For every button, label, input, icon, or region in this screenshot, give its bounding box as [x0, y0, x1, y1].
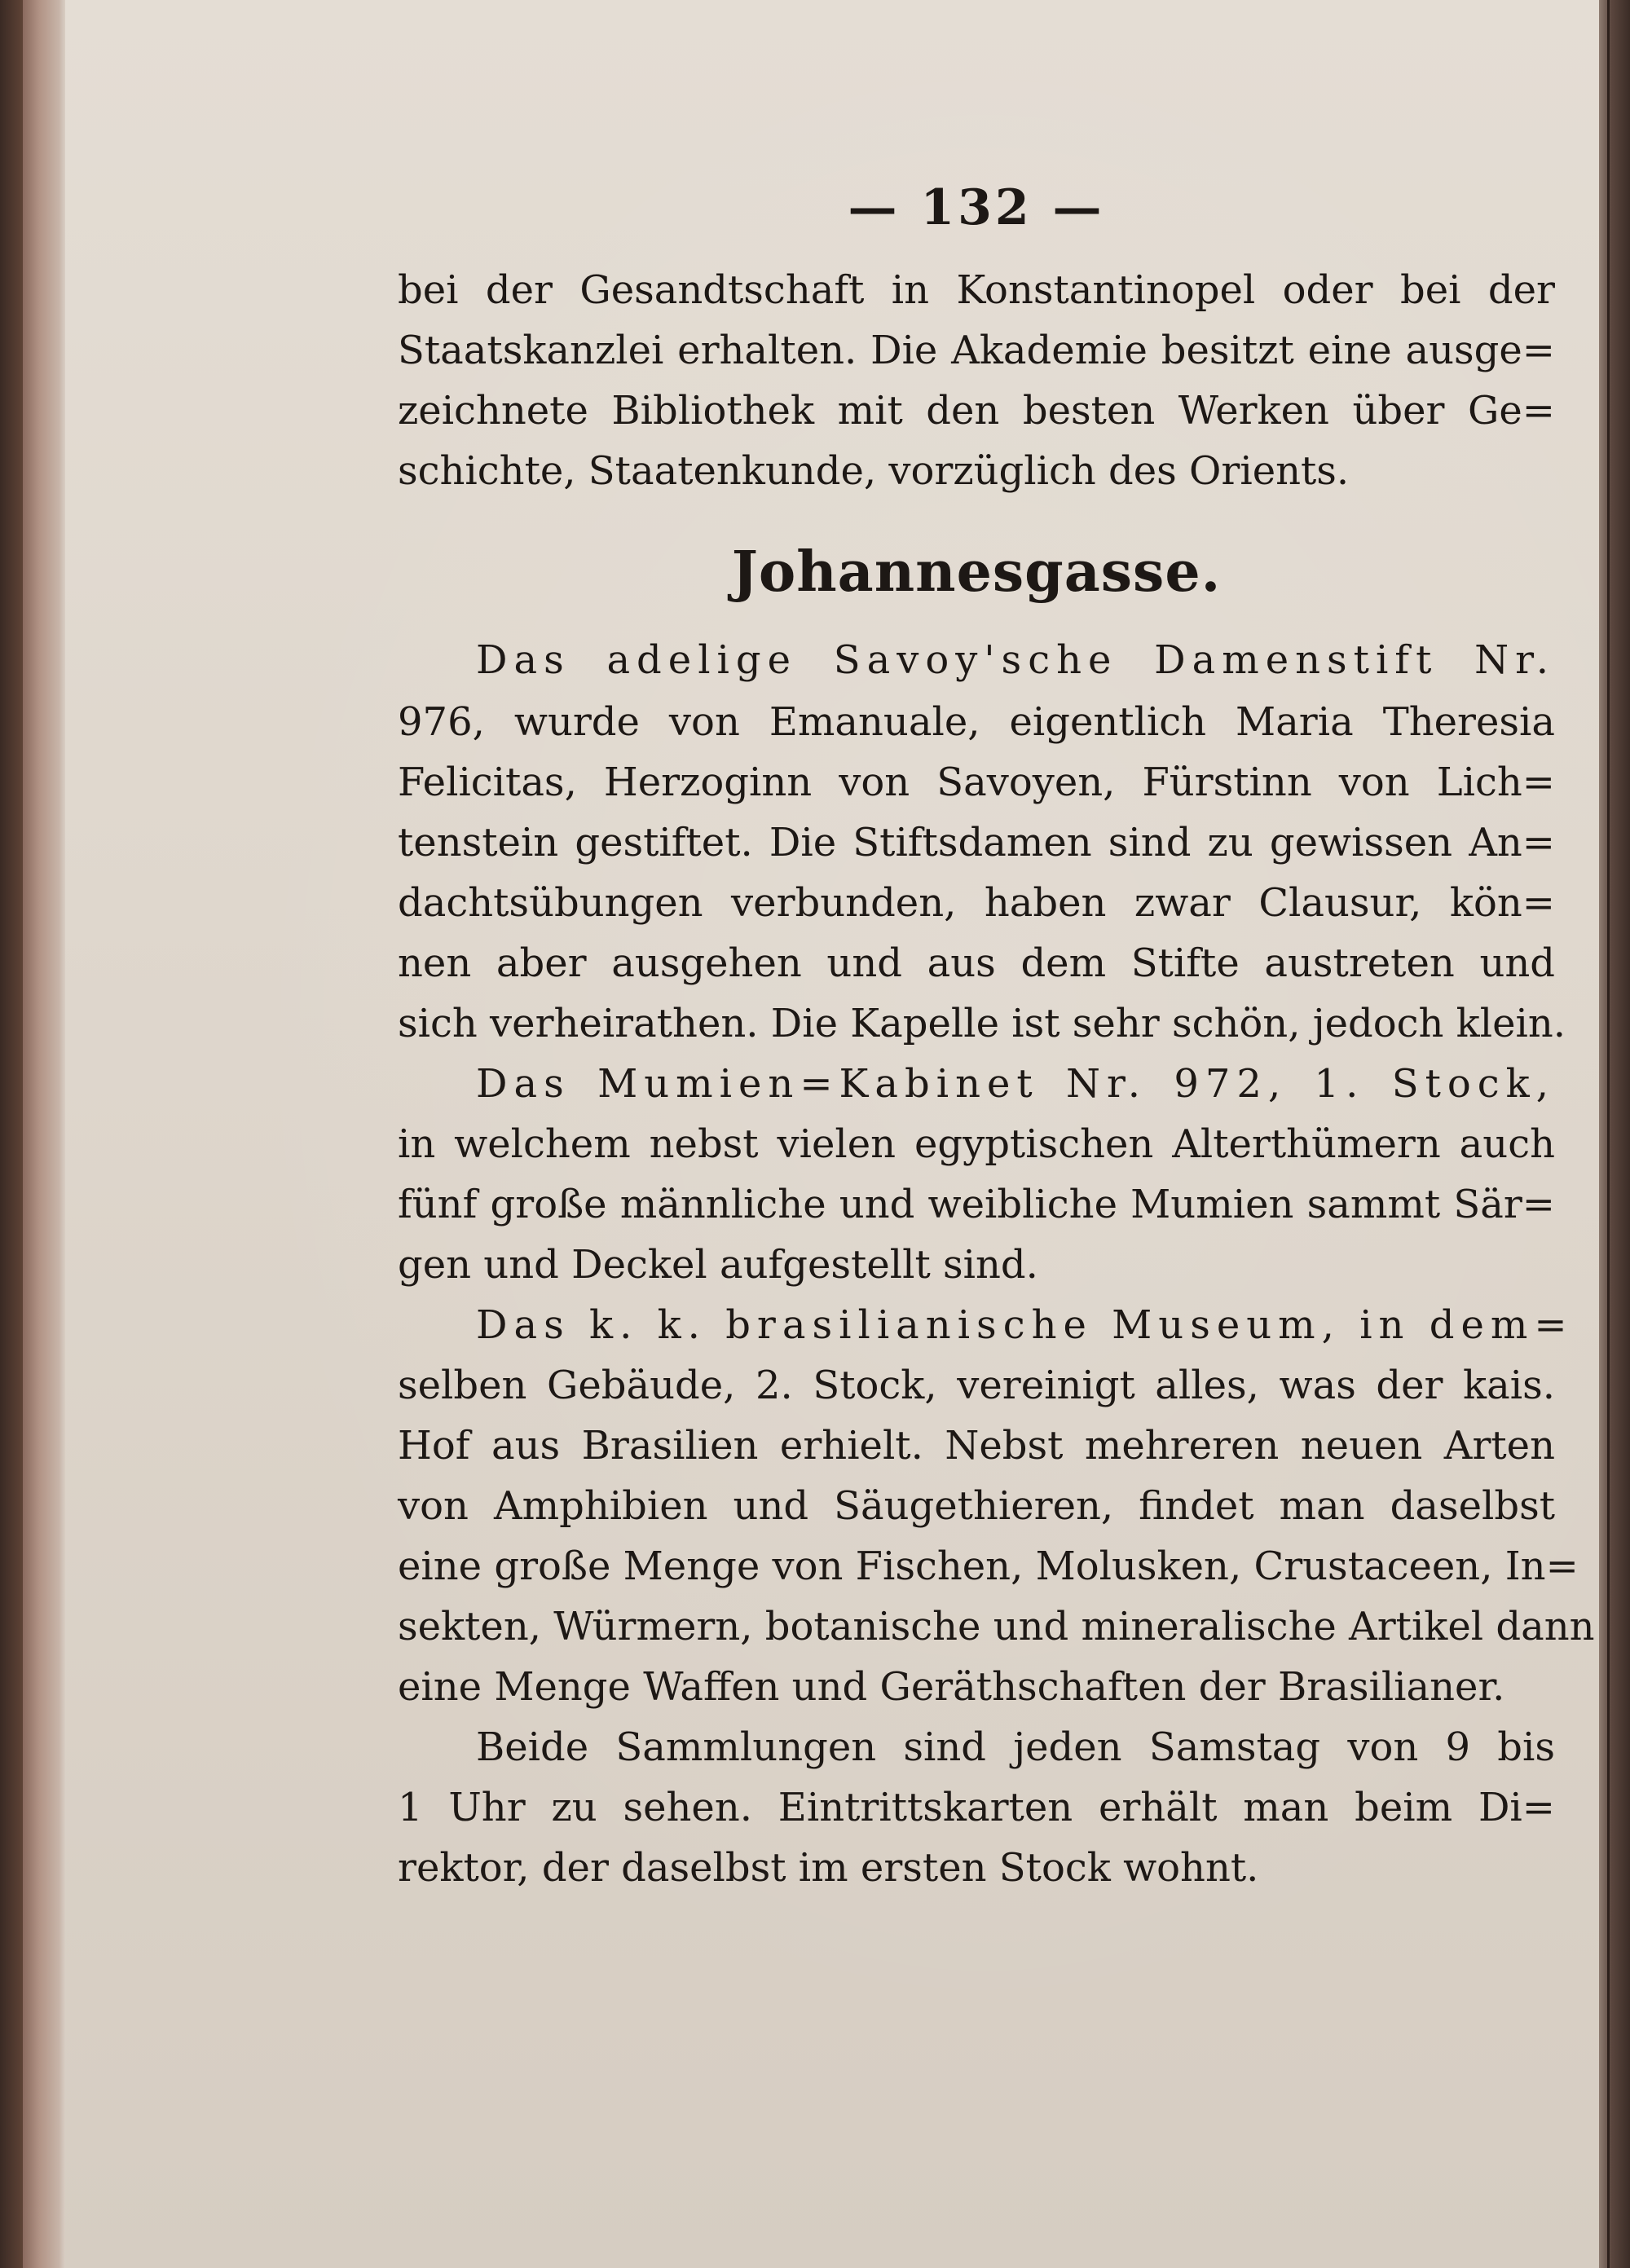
section-heading: Johannesgasse. — [731, 539, 1222, 605]
text-line: sekten, Würmern, botanische und mineralische Artikel dann — [398, 1604, 1595, 1649]
text-line: schichte, Staatenkunde, vorzüglich des Orients. — [398, 448, 1350, 494]
text-line: Felicitas, Herzoginn von Savoyen, Fürstinn von Lich= — [398, 760, 1555, 805]
book-edge-line — [1607, 0, 1610, 2268]
text-line: Beide Sammlungen sind jeden Samstag von 9 bis — [476, 1724, 1555, 1770]
page-gutter — [23, 0, 65, 2268]
text-line: 1 Uhr zu sehen. Eintrittskarten erhält man beim Di= — [398, 1785, 1555, 1830]
text-line: sich verheirathen. Die Kapelle ist sehr schön, jedoch klein. — [398, 1001, 1566, 1046]
text-line: Das adelige Savoy'sche Damenstift Nr. — [476, 637, 1555, 683]
book-edge-right — [1599, 0, 1630, 2268]
text-line: rektor, der daselbst im ersten Stock wohnt. — [398, 1845, 1259, 1891]
text-line: eine große Menge von Fischen, Molusken, Crustaceen, In= — [398, 1544, 1579, 1589]
text-line: Das k. k. brasilianische Museum, in dem= — [476, 1302, 1574, 1348]
text-line: bei der Gesandtschaft in Konstantinopel oder bei der — [398, 267, 1555, 313]
text-line: Hof aus Brasilien erhielt. Nebst mehreren neuen Arten — [398, 1423, 1555, 1469]
text-line: Das Mumien=Kabinet Nr. 972, 1. Stock, — [476, 1061, 1555, 1107]
text-line: Staatskanzlei erhalten. Die Akademie besitzt eine ausge= — [398, 328, 1555, 373]
text-line: von Amphibien und Säugethieren, findet man daselbst — [398, 1483, 1555, 1529]
text-line: eine Menge Waffen und Geräthschaften der Brasilianer. — [398, 1664, 1505, 1710]
text-line: dachtsübungen verbunden, haben zwar Clausur, kön= — [398, 880, 1555, 926]
text-line: fünf große männliche und weibliche Mumien sammt Sär= — [398, 1182, 1555, 1227]
page-number: — 132 — — [848, 179, 1105, 236]
text-line: selben Gebäude, 2. Stock, vereinigt alles, was der kais. — [398, 1363, 1555, 1408]
text-line: 976, wurde von Emanuale, eigentlich Maria Theresia — [398, 699, 1555, 745]
text-line: zeichnete Bibliothek mit den besten Werken über Ge= — [398, 388, 1555, 434]
text-line: in welchem nebst vielen egyptischen Alterthümern auch — [398, 1121, 1555, 1167]
text-line: gen und Deckel aufgestellt sind. — [398, 1242, 1038, 1288]
text-line: tenstein gestiftet. Die Stiftsdamen sind zu gewissen An= — [398, 820, 1555, 865]
text-line: nen aber ausgehen und aus dem Stifte austreten und — [398, 940, 1555, 986]
book-spine — [0, 0, 23, 2268]
book-page — [65, 0, 1599, 2268]
